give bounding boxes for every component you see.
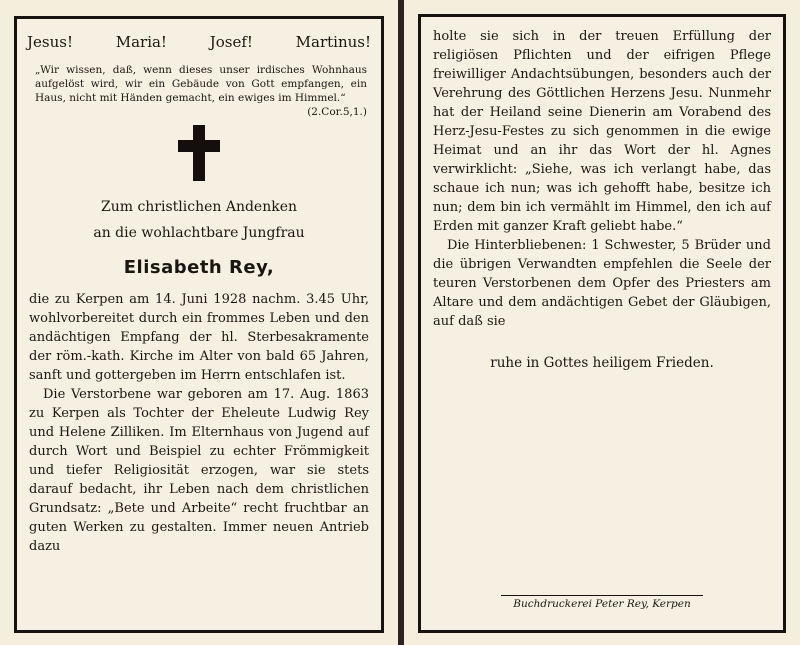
- intro-line-2: an die wohlachtbare Jungfrau: [93, 225, 305, 241]
- left-card-frame: [14, 16, 384, 633]
- name-jesus: Jesus!: [27, 33, 73, 51]
- name-maria: Maria!: [115, 33, 167, 51]
- deceased-name: Elisabeth Rey,: [123, 257, 275, 278]
- right-card-frame: [418, 14, 786, 633]
- intro-line-1: Zum christlichen Andenken: [100, 199, 298, 215]
- left-paragraph-2: Die Verstorbene war geboren am 17. Aug. 1863 zu Kerpen als Tochter der Eheleute Ludwig Rey und Helene Zilliken. Im Elternhaus von Jugend auf durch Wort und Beispiel zu echter Frömmigkeit und tiefer Religiosität erzogen, war sie stets darauf bedacht, ihr Leben nach dem christlichen Grundsatz: „Bete und Arbeite“ recht fruchtbar an guten Werken zu gestalten. Immer neuen Antrieb dazu: [29, 387, 369, 554]
- cross-icon: [178, 125, 220, 181]
- name-martinus: Martinus!: [295, 33, 371, 51]
- right-paragraph-2: Die Hinterbliebenen: 1 Schwester, 5 Brüder und die übrigen Verwandten empfehlen die Seele der teuren Verstorbenen dem Opfer des Priesters am Altare und dem andächtigen Gebet der Gläubigen, auf daß sie: [433, 238, 771, 329]
- left-paragraph-1: die zu Kerpen am 14. Juni 1928 nachm. 3.45 Uhr, wohlvorbereitet durch ein frommes Leben und den andächtigen Empfang der hl. Sterbesakramente der röm.-kath. Kirche im Alter von bald 65 Jahren, sanft und gottergeben im Herrn entschlafen ist.: [29, 292, 369, 383]
- right-paragraph-1: holte sie sich in der treuen Erfüllung der religiösen Pflichten und der eifrigen Pflege freiwilliger Andachtsübungen, besonders auch der Verehrung des Göttlichen Herzens Jesu. Nunmehr hat der Heiland seine Dienerin am Vorabend des Herz-Jesu-Festes zu sich genommen in die ewige Heimat und an ihr das Wort der hl. Agnes verwirklicht: „Siehe, was ich verlangt habe, das schaue ich nun; was ich gehofft habe, besitze ich nun; dem bin ich vermählt im Himmel, den ich auf Erden mit ganzer Kraft geliebt habe.“: [433, 29, 771, 234]
- left-card: [0, 0, 398, 645]
- closing-line: ruhe in Gottes heiligem Frieden.: [490, 355, 714, 371]
- bible-quote-reference: (2.Cor.5,1.): [307, 106, 367, 118]
- bible-quote: [35, 63, 367, 118]
- printer-imprint-text: Buchdruckerei Peter Rey, Kerpen: [501, 595, 702, 610]
- bible-quote-text: „Wir wissen, daß, wenn dieses unser irdisches Wohnhaus aufgelöst wird, wir ein Gebäude von Gott empfangen, ein Haus, nicht mit Händen gemacht, ein ewiges im Himmel.“: [35, 64, 367, 104]
- right-card: [404, 0, 800, 645]
- holy-names-header: [25, 33, 373, 51]
- printer-imprint: [429, 598, 775, 610]
- name-josef: Josef!: [209, 33, 253, 51]
